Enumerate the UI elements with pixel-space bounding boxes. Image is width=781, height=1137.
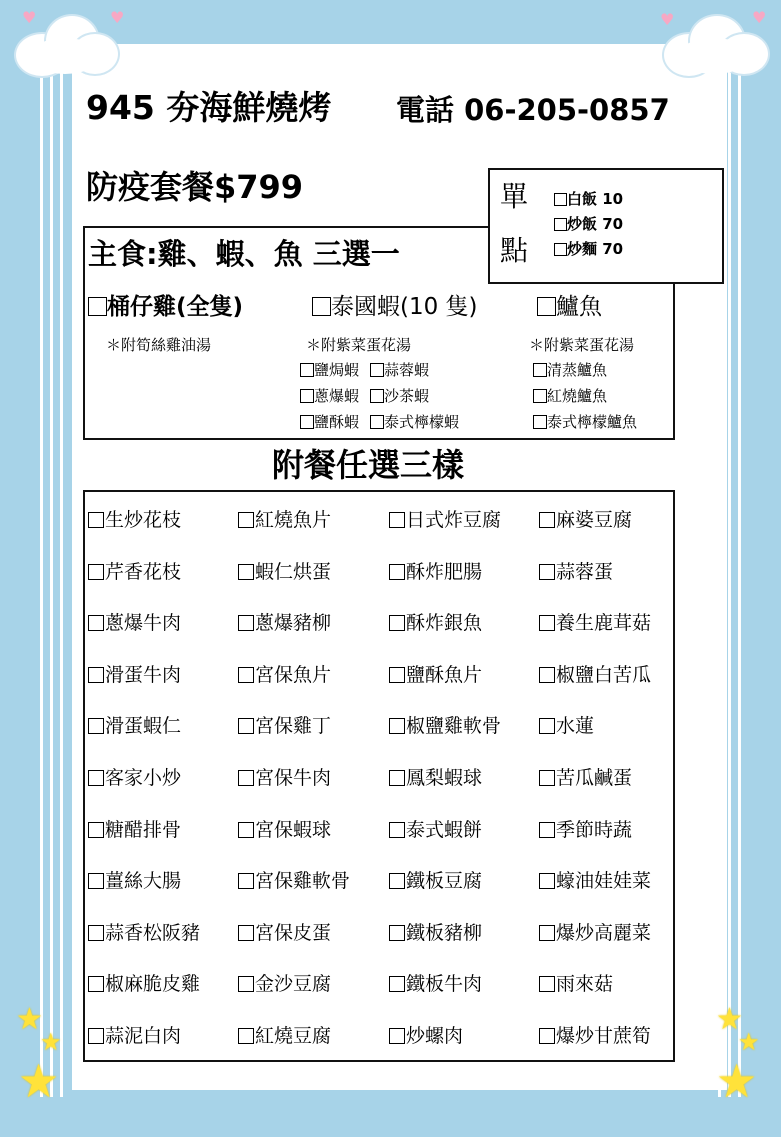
side-dish-option[interactable]: [389, 1025, 463, 1047]
side-dish-label: 生炒花枝: [105, 509, 182, 531]
checkbox[interactable]: [370, 389, 384, 403]
star-icon: ★: [716, 1002, 743, 1037]
checkbox[interactable]: [539, 615, 555, 631]
side-dish-option[interactable]: [88, 509, 181, 531]
side-dish-option[interactable]: [539, 1025, 651, 1047]
side-dish-option[interactable]: [539, 509, 632, 531]
side-dish-option[interactable]: [238, 561, 331, 583]
side-dish-option[interactable]: [88, 922, 200, 944]
main-option[interactable]: 泰國蝦(10 隻): [312, 292, 478, 322]
shrimp-style[interactable]: 鹽焗蝦: [300, 361, 359, 379]
checkbox[interactable]: [88, 976, 104, 992]
heart-icon: ♥: [22, 8, 37, 27]
side-dish-option[interactable]: [539, 561, 613, 583]
side-dish-label: 爆炒高麗菜: [556, 922, 652, 944]
side-dish-label: 麻婆豆腐: [556, 509, 633, 531]
side-dish-label: 紅燒魚片: [255, 509, 332, 531]
heart-icon: ♥: [660, 10, 675, 29]
shrimp-style[interactable]: 蔥爆蝦: [300, 387, 359, 405]
border-stripe: [40, 40, 43, 1097]
side-dish-label: 日式炸豆腐: [406, 509, 502, 531]
checkbox[interactable]: [88, 512, 104, 528]
checkbox[interactable]: [88, 564, 104, 580]
checkbox[interactable]: [539, 718, 555, 734]
side-dish-label: 宮保魚片: [255, 664, 332, 686]
single-items-label: 單: [500, 180, 529, 213]
checkbox[interactable]: [370, 363, 384, 377]
checkbox[interactable]: [389, 615, 405, 631]
checkbox[interactable]: [539, 925, 555, 941]
checkbox[interactable]: [88, 1028, 104, 1044]
side-dish-label: 鹽酥魚片: [406, 664, 483, 686]
side-dish-option[interactable]: [88, 664, 181, 686]
side-dish-option[interactable]: [238, 922, 331, 944]
side-dish-option[interactable]: [539, 973, 613, 995]
side-dish-label: 椒鹽雞軟骨: [406, 715, 502, 737]
side-dish-option[interactable]: [539, 870, 651, 892]
checkbox[interactable]: [389, 667, 405, 683]
checkbox[interactable]: [389, 564, 405, 580]
side-dish-option[interactable]: [238, 612, 331, 634]
side-dish-label: 季節時蔬: [556, 819, 633, 841]
side-dish-label: 鐵板牛肉: [406, 973, 483, 995]
side-dish-label: 薑絲大腸: [105, 870, 182, 892]
side-dish-option[interactable]: [238, 1025, 331, 1047]
checkbox[interactable]: [389, 512, 405, 528]
phone-number: 電話 06-205-0857: [396, 93, 670, 127]
side-dish-label: 金沙豆腐: [255, 973, 332, 995]
checkbox[interactable]: [533, 363, 547, 377]
checkbox[interactable]: [238, 667, 254, 683]
side-dish-label: 鐵板豆腐: [406, 870, 483, 892]
side-dish-label: 宮保牛肉: [255, 767, 332, 789]
side-dish-option[interactable]: [88, 612, 181, 634]
side-dish-label: 蒜泥白肉: [105, 1025, 182, 1047]
checkbox[interactable]: [88, 297, 107, 316]
checkbox[interactable]: [88, 718, 104, 734]
checkbox[interactable]: [238, 873, 254, 889]
side-dish-label: 宮保雞軟骨: [255, 870, 351, 892]
single-item[interactable]: 炒飯 70: [554, 215, 623, 233]
side-dish-label: 紅燒豆腐: [255, 1025, 332, 1047]
star-icon: ★: [18, 1054, 60, 1108]
side-dish-label: 養生鹿茸菇: [556, 612, 652, 634]
set-meal-title: 防疫套餐$799: [86, 168, 304, 206]
soup-note: ＊附紫菜蛋花湯: [529, 336, 635, 354]
checkbox[interactable]: [88, 770, 104, 786]
star-icon: ★: [738, 1028, 760, 1056]
side-dish-label: 宮保蝦球: [255, 819, 332, 841]
side-dish-label: 滑蛋牛肉: [105, 664, 182, 686]
checkbox[interactable]: [300, 389, 314, 403]
shrimp-style[interactable]: 鹽酥蝦: [300, 413, 359, 431]
side-dish-label: 椒鹽白苦瓜: [556, 664, 652, 686]
side-dish-option[interactable]: [539, 664, 651, 686]
checkbox[interactable]: [539, 667, 555, 683]
side-dish-option[interactable]: [238, 870, 350, 892]
side-dish-option[interactable]: [389, 973, 482, 995]
side-dish-option[interactable]: [389, 612, 482, 634]
checkbox[interactable]: [539, 512, 555, 528]
checkbox[interactable]: [533, 389, 547, 403]
star-icon: ★: [40, 1028, 62, 1056]
checkbox[interactable]: [389, 718, 405, 734]
side-dish-option[interactable]: [539, 922, 651, 944]
checkbox[interactable]: [389, 873, 405, 889]
side-dish-label: 宮保雞丁: [255, 715, 332, 737]
checkbox[interactable]: [554, 218, 567, 231]
side-dish-option[interactable]: [389, 664, 482, 686]
soup-note: ＊附筍絲雞油湯: [106, 336, 212, 354]
single-item[interactable]: 炒麵 70: [554, 240, 623, 258]
single-item[interactable]: 白飯 10: [554, 190, 623, 208]
side-dish-option[interactable]: [238, 819, 331, 841]
checkbox[interactable]: [539, 564, 555, 580]
side-dish-option[interactable]: [88, 819, 181, 841]
side-dish-label: 蝦仁烘蛋: [255, 561, 332, 583]
side-dish-option[interactable]: [389, 870, 482, 892]
main-course-title: 主食:雞、蝦、魚 三選一: [88, 237, 400, 271]
border-stripe: [738, 40, 741, 1097]
sides-title: 附餐任選三樣: [272, 446, 465, 484]
side-dish-option[interactable]: [88, 561, 181, 583]
checkbox[interactable]: [88, 925, 104, 941]
side-dish-label: 蠔油娃娃菜: [556, 870, 652, 892]
checkbox[interactable]: [238, 822, 254, 838]
checkbox[interactable]: [389, 822, 405, 838]
side-dish-option[interactable]: [389, 561, 482, 583]
border-stripe: [60, 40, 63, 1097]
checkbox[interactable]: [539, 976, 555, 992]
star-icon: ★: [16, 1002, 43, 1037]
checkbox[interactable]: [539, 770, 555, 786]
side-dish-label: 蔥爆牛肉: [105, 612, 182, 634]
checkbox[interactable]: [238, 925, 254, 941]
checkbox[interactable]: [238, 770, 254, 786]
side-dish-label: 鳳梨蝦球: [406, 767, 483, 789]
side-dish-label: 酥炸肥腸: [406, 561, 483, 583]
side-dish-option[interactable]: [88, 767, 181, 789]
checkbox[interactable]: [300, 415, 314, 429]
checkbox[interactable]: [389, 770, 405, 786]
shrimp-style[interactable]: 沙茶蝦: [370, 387, 429, 405]
single-items-label: 點: [500, 234, 529, 267]
side-dish-option[interactable]: [389, 819, 482, 841]
border-stripe: [50, 40, 53, 1097]
side-dish-option[interactable]: [389, 767, 482, 789]
side-dish-label: 滑蛋蝦仁: [105, 715, 182, 737]
checkbox[interactable]: [554, 193, 567, 206]
checkbox[interactable]: [554, 243, 567, 256]
side-dish-label: 鐵板豬柳: [406, 922, 483, 944]
side-dish-label: 客家小炒: [105, 767, 182, 789]
checkbox[interactable]: [537, 297, 556, 316]
main-option[interactable]: 桶仔雞(全隻): [88, 292, 243, 322]
side-dish-label: 蒜香松阪豬: [105, 922, 201, 944]
shrimp-style[interactable]: 泰式檸檬蝦: [370, 413, 459, 431]
checkbox[interactable]: [539, 873, 555, 889]
side-dish-option[interactable]: [88, 715, 181, 737]
checkbox[interactable]: [370, 415, 384, 429]
side-dish-option[interactable]: [389, 922, 482, 944]
side-dish-label: 酥炸銀魚: [406, 612, 483, 634]
checkbox[interactable]: [389, 1028, 405, 1044]
checkbox[interactable]: [539, 1028, 555, 1044]
side-dish-label: 芹香花枝: [105, 561, 182, 583]
side-dish-label: 椒麻脆皮雞: [105, 973, 201, 995]
checkbox[interactable]: [533, 415, 547, 429]
checkbox[interactable]: [238, 718, 254, 734]
checkbox[interactable]: [238, 615, 254, 631]
side-dish-option[interactable]: [238, 973, 331, 995]
side-dish-option[interactable]: [88, 973, 200, 995]
side-dish-option[interactable]: [238, 509, 331, 531]
side-dish-option[interactable]: [539, 819, 632, 841]
checkbox[interactable]: [312, 297, 331, 316]
fish-style[interactable]: 泰式檸檬鱸魚: [533, 413, 637, 431]
side-dish-option[interactable]: [539, 715, 594, 737]
heart-icon: ♥: [752, 8, 767, 27]
checkbox[interactable]: [389, 976, 405, 992]
side-dish-option[interactable]: [238, 767, 331, 789]
fish-style[interactable]: 清蒸鱸魚: [533, 361, 607, 379]
side-dish-label: 炒螺肉: [406, 1025, 464, 1047]
side-dish-label: 苦瓜鹹蛋: [556, 767, 633, 789]
side-dish-option[interactable]: [389, 509, 501, 531]
side-dish-label: 糖醋排骨: [105, 819, 182, 841]
side-dish-option[interactable]: [88, 1025, 181, 1047]
shop-name: 945 夯海鮮燒烤: [86, 88, 332, 127]
side-dish-label: 爆炒甘蔗筍: [556, 1025, 652, 1047]
side-dish-option[interactable]: [539, 612, 651, 634]
checkbox[interactable]: [238, 512, 254, 528]
shrimp-style[interactable]: 蒜蓉蝦: [370, 361, 429, 379]
checkbox[interactable]: [88, 873, 104, 889]
heart-icon: ♥: [110, 8, 125, 27]
star-icon: ★: [716, 1054, 758, 1108]
checkbox[interactable]: [389, 925, 405, 941]
main-option[interactable]: 鱸魚: [537, 292, 602, 322]
side-dish-label: 蔥爆豬柳: [255, 612, 332, 634]
checkbox[interactable]: [238, 1028, 254, 1044]
checkbox[interactable]: [539, 822, 555, 838]
checkbox[interactable]: [238, 564, 254, 580]
side-dish-label: 水蓮: [556, 715, 595, 737]
checkbox[interactable]: [88, 615, 104, 631]
side-dish-label: 宮保皮蛋: [255, 922, 332, 944]
border-stripe: [728, 40, 731, 1097]
side-dish-option[interactable]: [88, 870, 181, 892]
checkbox[interactable]: [238, 976, 254, 992]
side-dish-option[interactable]: [238, 664, 331, 686]
soup-note: ＊附紫菜蛋花湯: [306, 336, 412, 354]
fish-style[interactable]: 紅燒鱸魚: [533, 387, 607, 405]
side-dish-option[interactable]: [389, 715, 501, 737]
side-dish-option[interactable]: [238, 715, 331, 737]
side-dish-label: 蒜蓉蛋: [556, 561, 614, 583]
checkbox[interactable]: [88, 822, 104, 838]
side-dish-label: 泰式蝦餅: [406, 819, 483, 841]
checkbox[interactable]: [300, 363, 314, 377]
side-dish-label: 雨來菇: [556, 973, 614, 995]
checkbox[interactable]: [88, 667, 104, 683]
side-dish-option[interactable]: [539, 767, 632, 789]
